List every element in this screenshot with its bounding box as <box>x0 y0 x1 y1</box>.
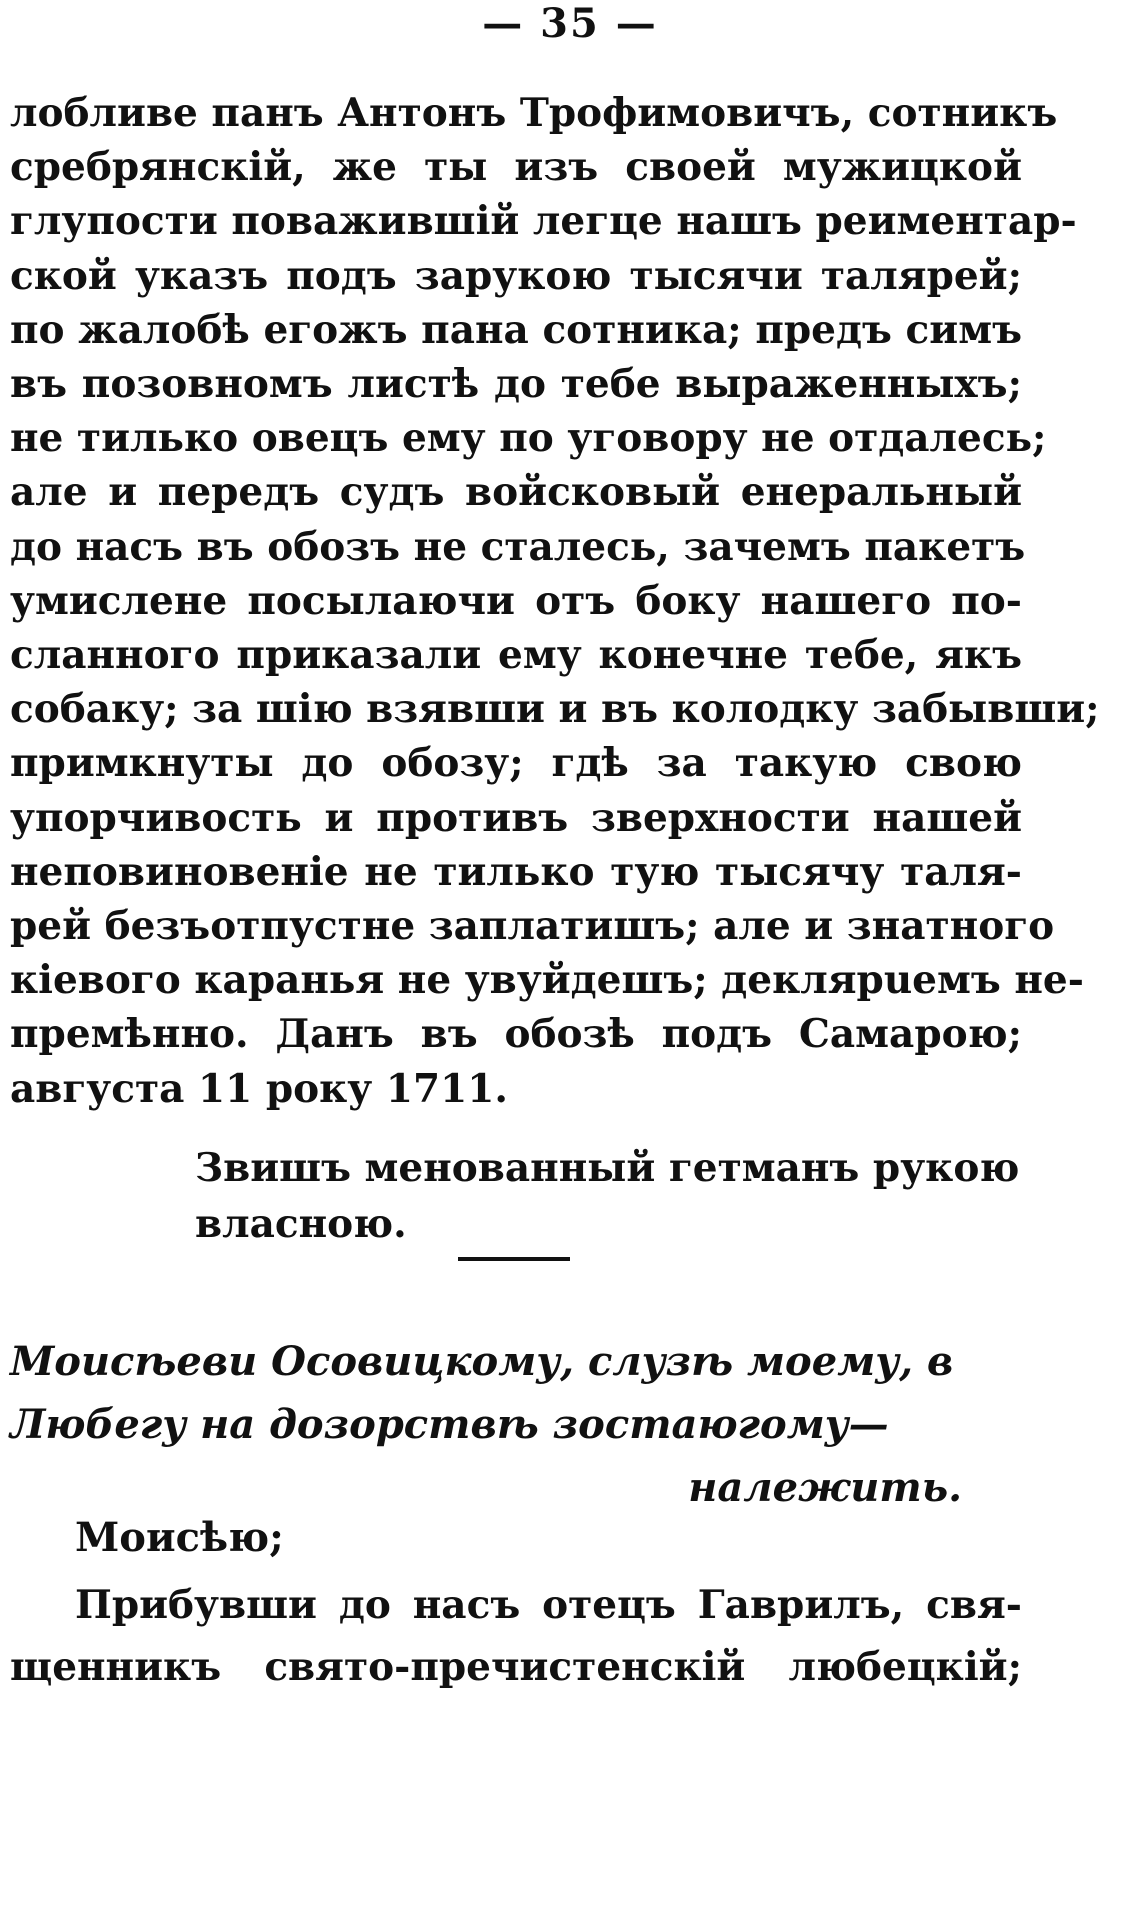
body-line: не тилько овецъ ему по уговору не отдалесь; <box>10 415 1047 462</box>
body-line: сребрянскій, же ты изъ своей мужицкой <box>10 144 1022 191</box>
body-line: упорчивость и противъ зверхности нашей <box>10 794 1022 841</box>
body-line: премѣнно. Данъ въ обозѣ подъ Самарою; <box>10 1011 1022 1058</box>
body-line: Прибувши до насъ отецъ Гаврилъ, свя- <box>75 1582 1022 1628</box>
body-line: ской указъ подъ зарукою тысячи талярей; <box>10 252 1022 299</box>
signature-line: Звишъ менованный гетманъ рукою <box>195 1145 1020 1191</box>
letter-heading <box>10 1330 1022 1519</box>
body-line: лобливе панъ Антонъ Трофимовичъ, сотникъ <box>10 90 1058 136</box>
salutation: Моисѣю; <box>75 1514 284 1561</box>
body-line: умислене посылаючи отъ боку нашего по- <box>10 577 1022 624</box>
section-divider <box>458 1257 570 1261</box>
body-line: щенникъ свято-пречистенскій любецкій; <box>10 1644 1022 1690</box>
signature-line: власною. <box>195 1201 407 1247</box>
body-line: до насъ въ обозъ не сталесь, зачемъ пакетъ <box>10 523 1026 570</box>
letter-opening-text <box>10 1574 1022 1698</box>
body-line: сланного приказали ему конечне тебе, якъ <box>10 632 1022 679</box>
body-line: рей безъотпустне заплатишъ; але и знатного <box>10 903 1055 950</box>
body-line: собаку; за шію взявши и въ колодку забывши; <box>10 686 1100 733</box>
signature-block <box>195 1140 1022 1252</box>
body-line: по жалобѣ егожъ пана сотника; предъ симъ <box>10 306 1022 353</box>
letter-body <box>10 86 1100 1116</box>
heading-line: Любегу на дозорствѣ зостаюгому— <box>10 1401 889 1448</box>
heading-line: Моисѣеви Осовицкому, слузѣ моему, в <box>10 1338 954 1385</box>
body-line: кіевого каранья не увуйдешъ; деклярuемъ не- <box>10 957 1084 1004</box>
body-line: глупости поважившій легце нашъ реиментар- <box>10 198 1077 245</box>
body-line: въ позовномъ листѣ до тебе выраженныхъ; <box>10 361 1022 408</box>
body-line: примкнуты до обозу; гдѣ за такую свою <box>10 740 1022 787</box>
body-line: неповиновеніе не тилько тую тысячу таля- <box>10 848 1022 895</box>
body-line: але и передъ судъ войсковый енеральный <box>10 469 1022 516</box>
body-line: августа 11 року 1711. <box>10 1065 508 1112</box>
page-number: — 35 — <box>482 0 658 47</box>
heading-line: належить. <box>688 1464 962 1511</box>
